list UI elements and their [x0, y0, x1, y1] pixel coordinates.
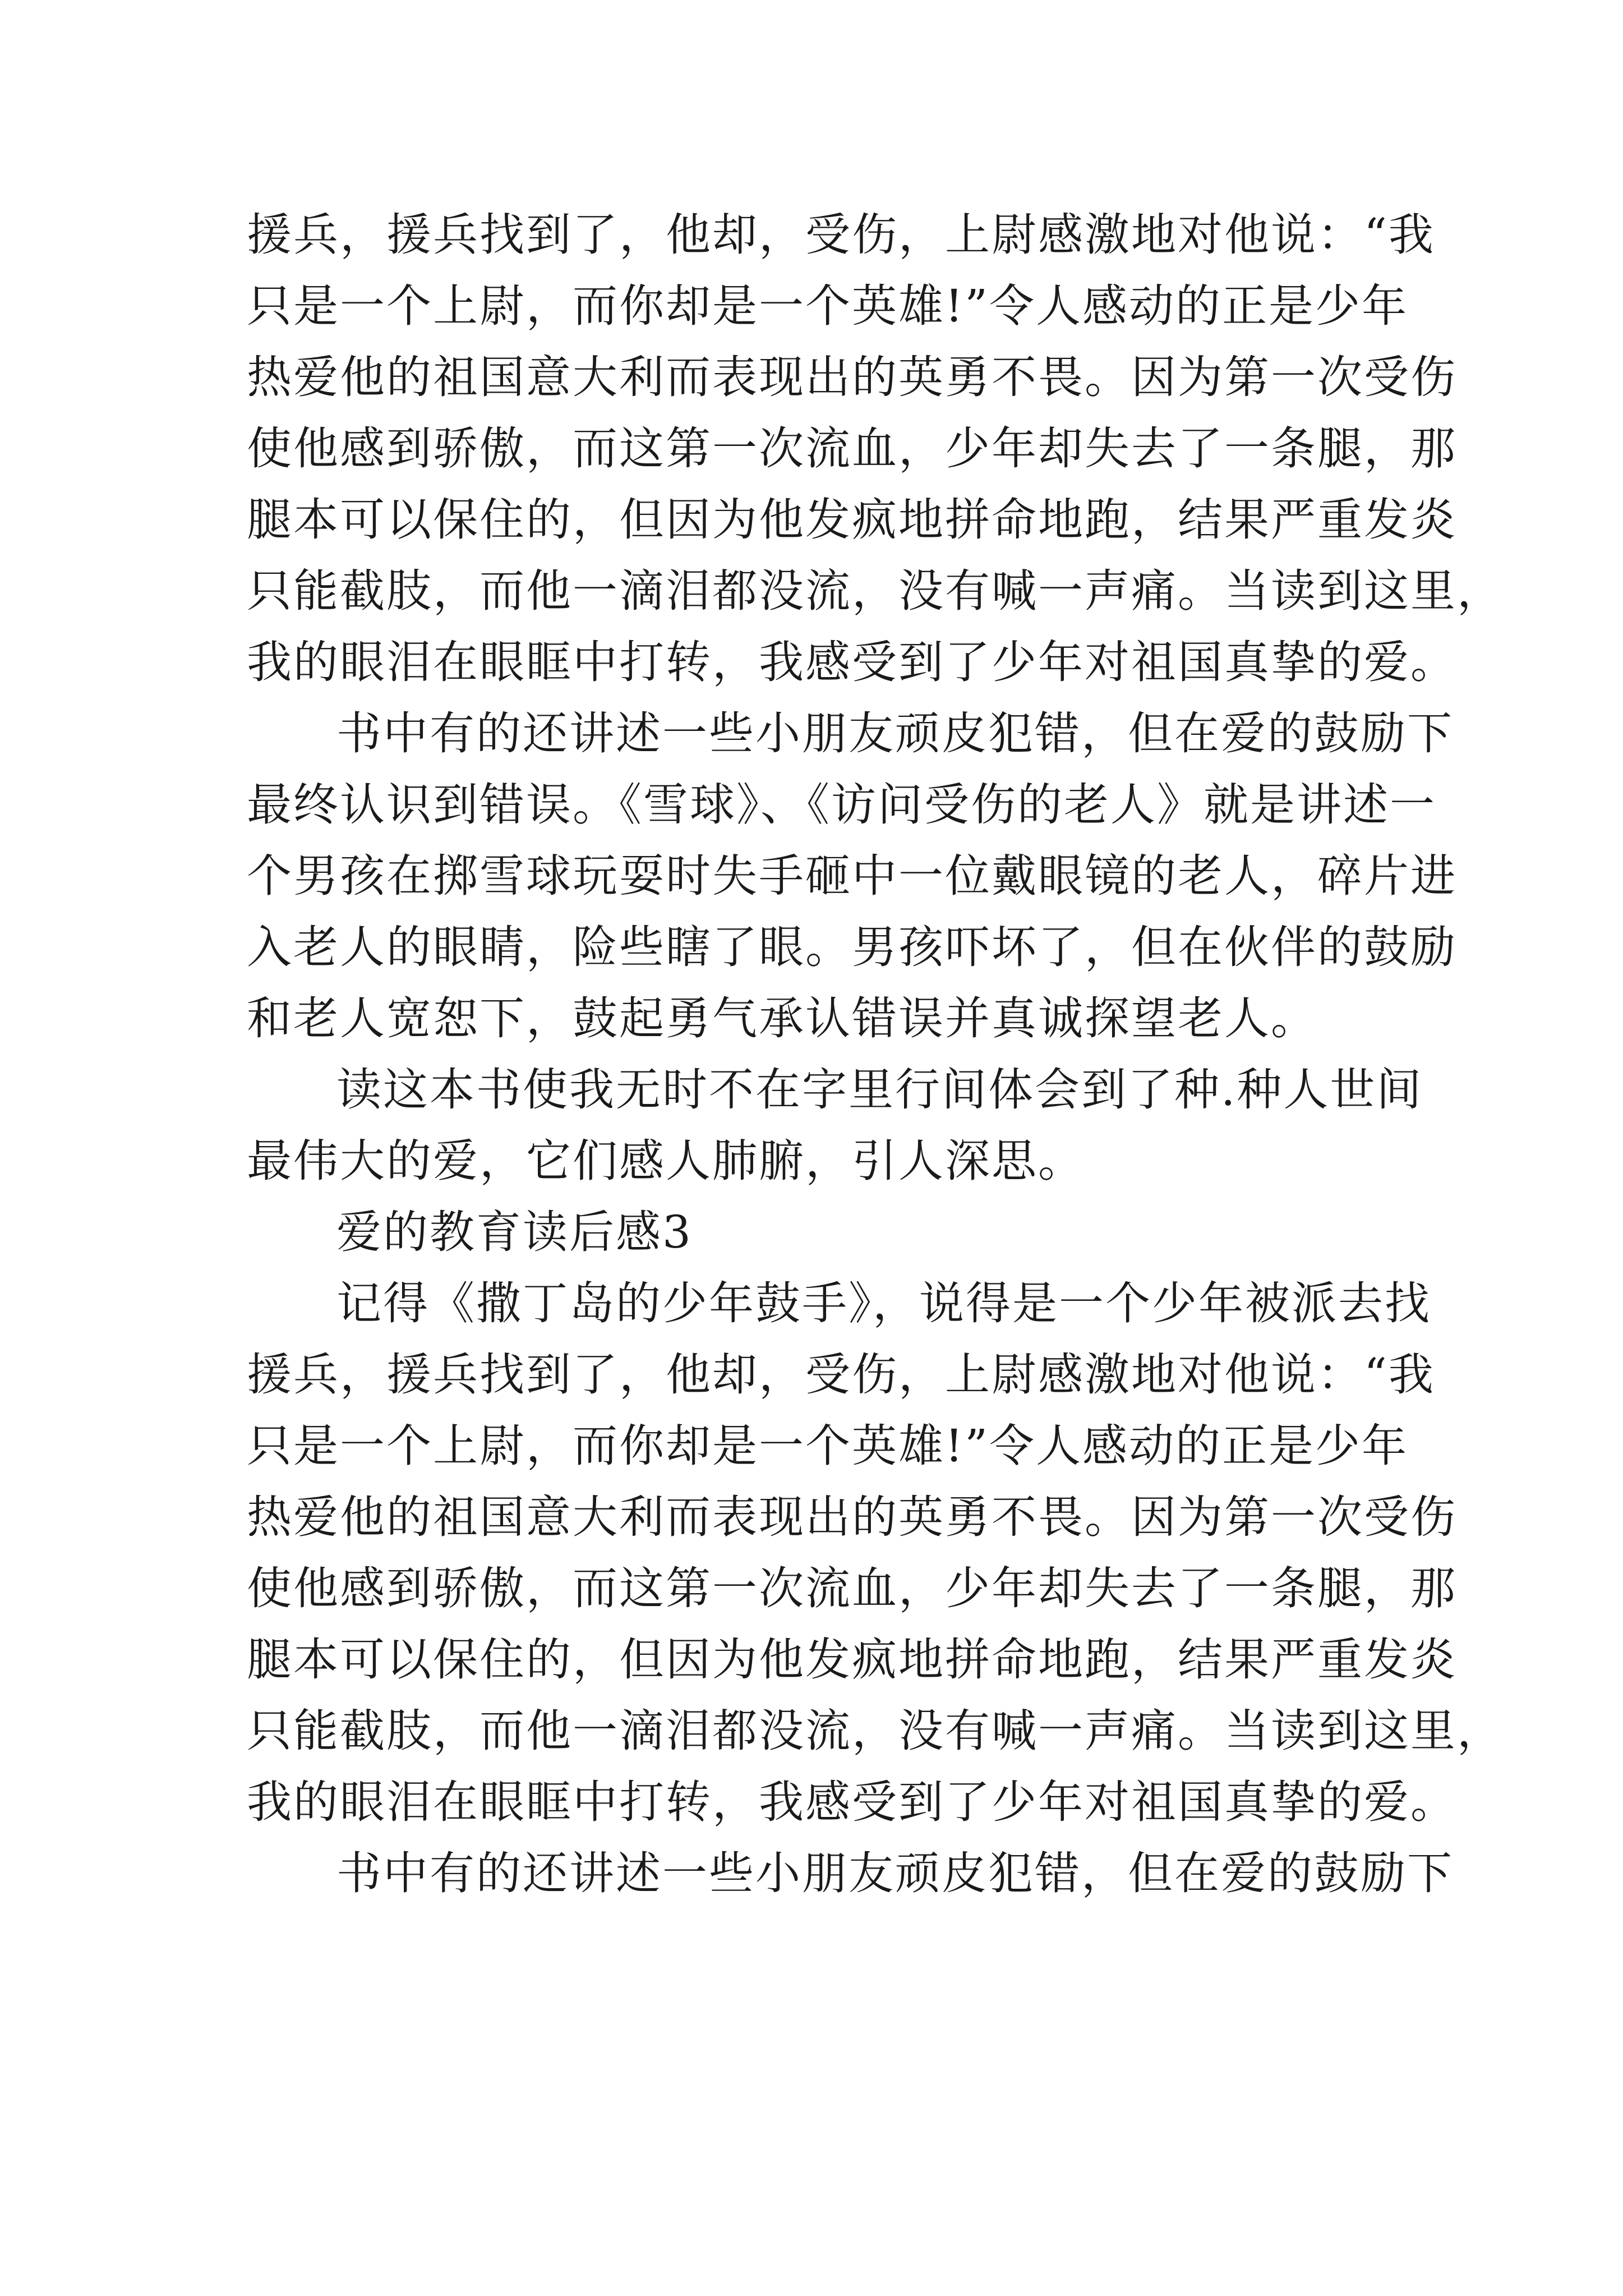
paragraph-first-line: 爱的教育读后感3: [336, 1206, 693, 1258]
text-line: 入老人的眼睛，险些瞎了眼。男孩吓坏了，但在伙伴的鼓励: [247, 921, 1457, 973]
text-line: 援兵，援兵找到了，他却，受伤，上尉感激地对他说：“我: [247, 1349, 1435, 1401]
text-line: 我的眼泪在眼眶中打转，我感受到了少年对祖国真挚的爱。: [247, 636, 1457, 688]
text-line: 个男孩在掷雪球玩耍时失手砸中一位戴眼镜的老人，碎片进: [247, 850, 1457, 902]
text-line: 腿本可以保住的，但因为他发疯地拼命地跑，结果严重发炎: [247, 494, 1457, 546]
text-line: 腿本可以保住的，但因为他发疯地拼命地跑，结果严重发炎: [247, 1634, 1457, 1686]
text-line: 援兵，援兵找到了，他却，受伤，上尉感激地对他说：“我: [247, 209, 1435, 261]
document-body: [247, 199, 1504, 1909]
text-line: 最伟大的爱，它们感人肺腑，引人深思。: [247, 1135, 1085, 1187]
text-line: 使他感到骄傲，而这第一次流血，少年却失去了一条腿，那: [247, 1562, 1457, 1614]
text-line: 和老人宽恕下，鼓起勇气承认错误并真诚探望老人。: [247, 992, 1317, 1045]
text-line: 只能截肢，而他一滴泪都没流，没有喊一声痛。当读到这里，: [247, 565, 1504, 617]
text-line: 使他感到骄傲，而这第一次流血，少年却失去了一条腿，那: [247, 422, 1457, 475]
text-line: 只是一个上尉，而你却是一个英雄!”令人感动的正是少年: [247, 1420, 1409, 1472]
text-line: 热爱他的祖国意大利而表现出的英勇不畏。因为第一次受伤: [247, 1491, 1457, 1543]
text-line: 热爱他的祖国意大利而表现出的英勇不畏。因为第一次受伤: [247, 351, 1457, 403]
paragraph-first-line: 读这本书使我无时不在字里行间体会到了种.种人世间: [336, 1064, 1423, 1116]
text-line: 我的眼泪在眼眶中打转，我感受到了少年对祖国真挚的爱。: [247, 1776, 1457, 1828]
text-line: 最终认识到错误。《雪球》、《访问受伤的老人》就是讲述一: [247, 779, 1436, 831]
paragraph-first-line: 书中有的还讲述一些小朋友顽皮犯错，但在爱的鼓励下: [336, 1847, 1454, 1899]
paragraph-first-line: 书中有的还讲述一些小朋友顽皮犯错，但在爱的鼓励下: [336, 707, 1454, 760]
paragraph-first-line: 记得《撒丁岛的少年鼓手》，说得是一个少年被派去找: [336, 1277, 1431, 1329]
text-line: 只是一个上尉，而你却是一个英雄!”令人感动的正是少年: [247, 280, 1409, 332]
text-line: 只能截肢，而他一滴泪都没流，没有喊一声痛。当读到这里，: [247, 1705, 1504, 1757]
